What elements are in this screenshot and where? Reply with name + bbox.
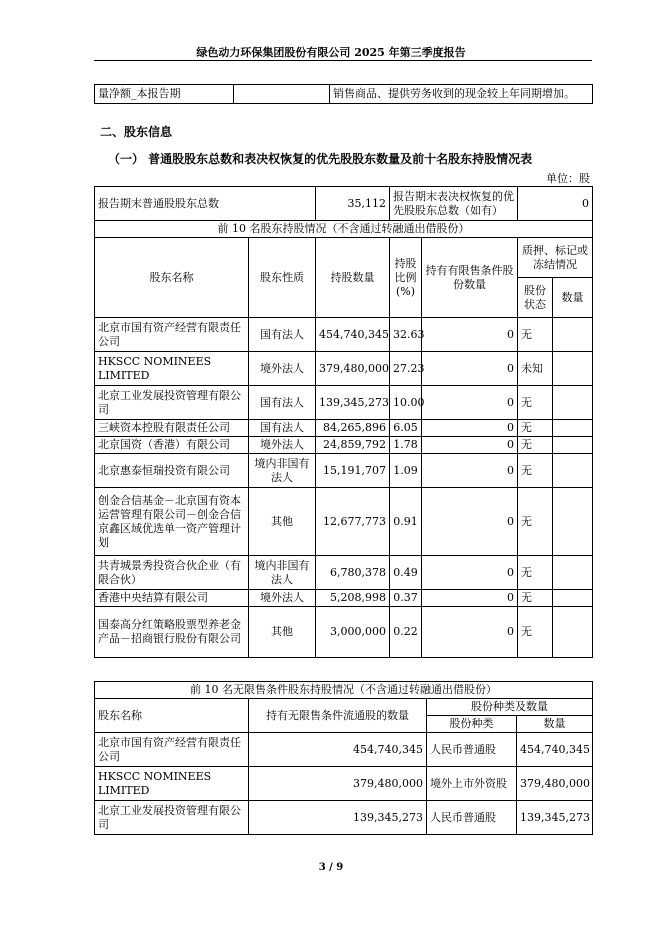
holder-status: 无	[518, 590, 553, 607]
top-table-note: 销售商品、提供劳务收到的现金较上年同期增加。	[330, 85, 593, 104]
holder-qty	[553, 607, 593, 658]
holder-ratio: 1.78	[390, 437, 422, 454]
holder-nature: 境外法人	[249, 590, 316, 607]
holder-status: 无	[518, 556, 553, 590]
table-row	[95, 488, 593, 556]
u-holder-shares: 379,480,000	[249, 767, 427, 801]
holder-qty	[553, 437, 593, 454]
holder-nature: 境内非国有法人	[249, 556, 316, 590]
u-holder-qty: 379,480,000	[517, 767, 593, 801]
total-holders-value: 35,112	[316, 187, 390, 221]
holder-restricted: 0	[422, 420, 518, 437]
shareholder-table	[94, 186, 593, 658]
table-row	[95, 454, 593, 488]
u-holder-type: 人民币普通股	[427, 733, 517, 767]
holder-shares: 24,859,792	[316, 437, 390, 454]
holder-qty	[553, 318, 593, 352]
holder-nature: 其他	[249, 607, 316, 658]
holder-nature: 其他	[249, 488, 316, 556]
holder-name: 创金合信基金－北京国有资本运营管理有限公司－创金合信京鑫区域优选单一资产管理计划	[95, 488, 249, 556]
unrestricted-caption: 前 10 名无限售条件股东持股情况（不含通过转融通出借股份）	[95, 682, 593, 699]
table-row	[95, 386, 593, 420]
holder-name: 北京惠泰恒瑞投资有限公司	[95, 454, 249, 488]
u-holder-name: 北京市国有资产经营有限责任公司	[95, 733, 249, 767]
u-holder-qty: 454,740,345	[517, 733, 593, 767]
col-header-name: 股东名称	[95, 238, 249, 318]
holder-status: 未知	[518, 352, 553, 386]
table-row	[95, 733, 593, 767]
holder-status: 无	[518, 454, 553, 488]
holder-ratio: 27.23	[390, 352, 422, 386]
unit-label: 单位：股	[546, 172, 590, 185]
holder-qty	[553, 454, 593, 488]
unrestricted-table	[94, 681, 593, 835]
holder-shares: 139,345,273	[316, 386, 390, 420]
col-header-qty: 数量	[553, 278, 593, 318]
holder-status: 无	[518, 386, 553, 420]
holder-status: 无	[518, 607, 553, 658]
u-holder-name: 北京工业发展投资管理有限公司	[95, 801, 249, 835]
holder-name: 国泰高分红策略股票型养老金产品－招商银行股份有限公司	[95, 607, 249, 658]
holder-name: 北京市国有资产经营有限责任公司	[95, 318, 249, 352]
u-holder-qty: 139,345,273	[517, 801, 593, 835]
holder-nature: 国有法人	[249, 318, 316, 352]
holder-shares: 15,191,707	[316, 454, 390, 488]
holder-name: 共青城景秀投资合伙企业（有限合伙）	[95, 556, 249, 590]
holder-shares: 12,677,773	[316, 488, 390, 556]
section-title-shareholders: 二、股东信息	[100, 125, 173, 139]
holder-shares: 379,480,000	[316, 352, 390, 386]
col-header-ratio: 持股比例(%)	[390, 238, 422, 318]
preferred-label: 报告期末表决权恢复的优先股股东总数（如有）	[390, 187, 518, 221]
holder-restricted: 0	[422, 607, 518, 658]
table-row	[95, 801, 593, 835]
col-header-status: 股份状态	[518, 278, 553, 318]
holder-restricted: 0	[422, 590, 518, 607]
holder-qty	[553, 420, 593, 437]
top-table	[94, 84, 593, 104]
holder-nature: 国有法人	[249, 386, 316, 420]
holder-restricted: 0	[422, 454, 518, 488]
page-number: 3 / 9	[318, 862, 344, 873]
u-col-header-type: 股份种类	[427, 716, 517, 733]
page-header: 绿色动力环保集团股份有限公司 2025 年第三季度报告	[196, 46, 466, 59]
holder-shares: 5,208,998	[316, 590, 390, 607]
holder-qty	[553, 556, 593, 590]
u-holder-shares: 139,345,273	[249, 801, 427, 835]
top-table-empty	[234, 85, 330, 104]
holder-ratio: 32.63	[390, 318, 422, 352]
holder-ratio: 0.37	[390, 590, 422, 607]
table-row	[95, 437, 593, 454]
holder-shares: 6,780,378	[316, 556, 390, 590]
holder-ratio: 0.91	[390, 488, 422, 556]
u-col-header-name: 股东名称	[95, 699, 249, 733]
holder-name: HKSCC NOMINEES LIMITED	[95, 352, 249, 386]
holder-status: 无	[518, 318, 553, 352]
holder-status: 无	[518, 437, 553, 454]
u-col-header-shares: 持有无限售条件流通股的数量	[249, 699, 427, 733]
u-holder-name: HKSCC NOMINEES LIMITED	[95, 767, 249, 801]
col-header-shares: 持股数量	[316, 238, 390, 318]
col-header-restricted: 持有有限售条件股份数量	[422, 238, 518, 318]
u-holder-shares: 454,740,345	[249, 733, 427, 767]
holder-ratio: 0.22	[390, 607, 422, 658]
header-rule	[94, 60, 592, 61]
table-row	[95, 767, 593, 801]
holder-nature: 国有法人	[249, 420, 316, 437]
section-subtitle: （一） 普通股股东总数和表决权恢复的优先股股东数量及前十名股东持股情况表	[108, 152, 533, 166]
top10-caption: 前 10 名股东持股情况（不含通过转融通出借股份）	[95, 221, 593, 238]
holder-shares: 3,000,000	[316, 607, 390, 658]
col-header-nature: 股东性质	[249, 238, 316, 318]
preferred-value: 0	[518, 187, 593, 221]
holder-nature: 境外法人	[249, 352, 316, 386]
table-row	[95, 420, 593, 437]
holder-restricted: 0	[422, 556, 518, 590]
table-row	[95, 352, 593, 386]
holder-status: 无	[518, 488, 553, 556]
holder-nature: 境内非国有法人	[249, 454, 316, 488]
holder-restricted: 0	[422, 352, 518, 386]
u-col-header-type-group: 股份种类及数量	[427, 699, 593, 716]
holder-ratio: 0.49	[390, 556, 422, 590]
table-row	[95, 607, 593, 658]
top-table-label: 量净额_本报告期	[95, 85, 234, 104]
holder-ratio: 10.00	[390, 386, 422, 420]
holder-restricted: 0	[422, 386, 518, 420]
holder-qty	[553, 352, 593, 386]
table-row	[95, 318, 593, 352]
holder-name: 北京工业发展投资管理有限公司	[95, 386, 249, 420]
table-row	[95, 556, 593, 590]
holder-ratio: 6.05	[390, 420, 422, 437]
col-header-pledge: 质押、标记或冻结情况	[518, 238, 593, 278]
holder-qty	[553, 590, 593, 607]
holder-qty	[553, 488, 593, 556]
holder-qty	[553, 386, 593, 420]
holder-restricted: 0	[422, 318, 518, 352]
holder-name: 北京国资（香港）有限公司	[95, 437, 249, 454]
holder-ratio: 1.09	[390, 454, 422, 488]
holder-nature: 境外法人	[249, 437, 316, 454]
total-holders-label: 报告期末普通股股东总数	[95, 187, 316, 221]
holder-shares: 84,265,896	[316, 420, 390, 437]
u-col-header-qty: 数量	[517, 716, 593, 733]
holder-restricted: 0	[422, 488, 518, 556]
table-row	[95, 590, 593, 607]
holder-shares: 454,740,345	[316, 318, 390, 352]
holder-name: 香港中央结算有限公司	[95, 590, 249, 607]
u-holder-type: 境外上市外资股	[427, 767, 517, 801]
holder-restricted: 0	[422, 437, 518, 454]
holder-name: 三峡资本控股有限责任公司	[95, 420, 249, 437]
holder-status: 无	[518, 420, 553, 437]
u-holder-type: 人民币普通股	[427, 801, 517, 835]
